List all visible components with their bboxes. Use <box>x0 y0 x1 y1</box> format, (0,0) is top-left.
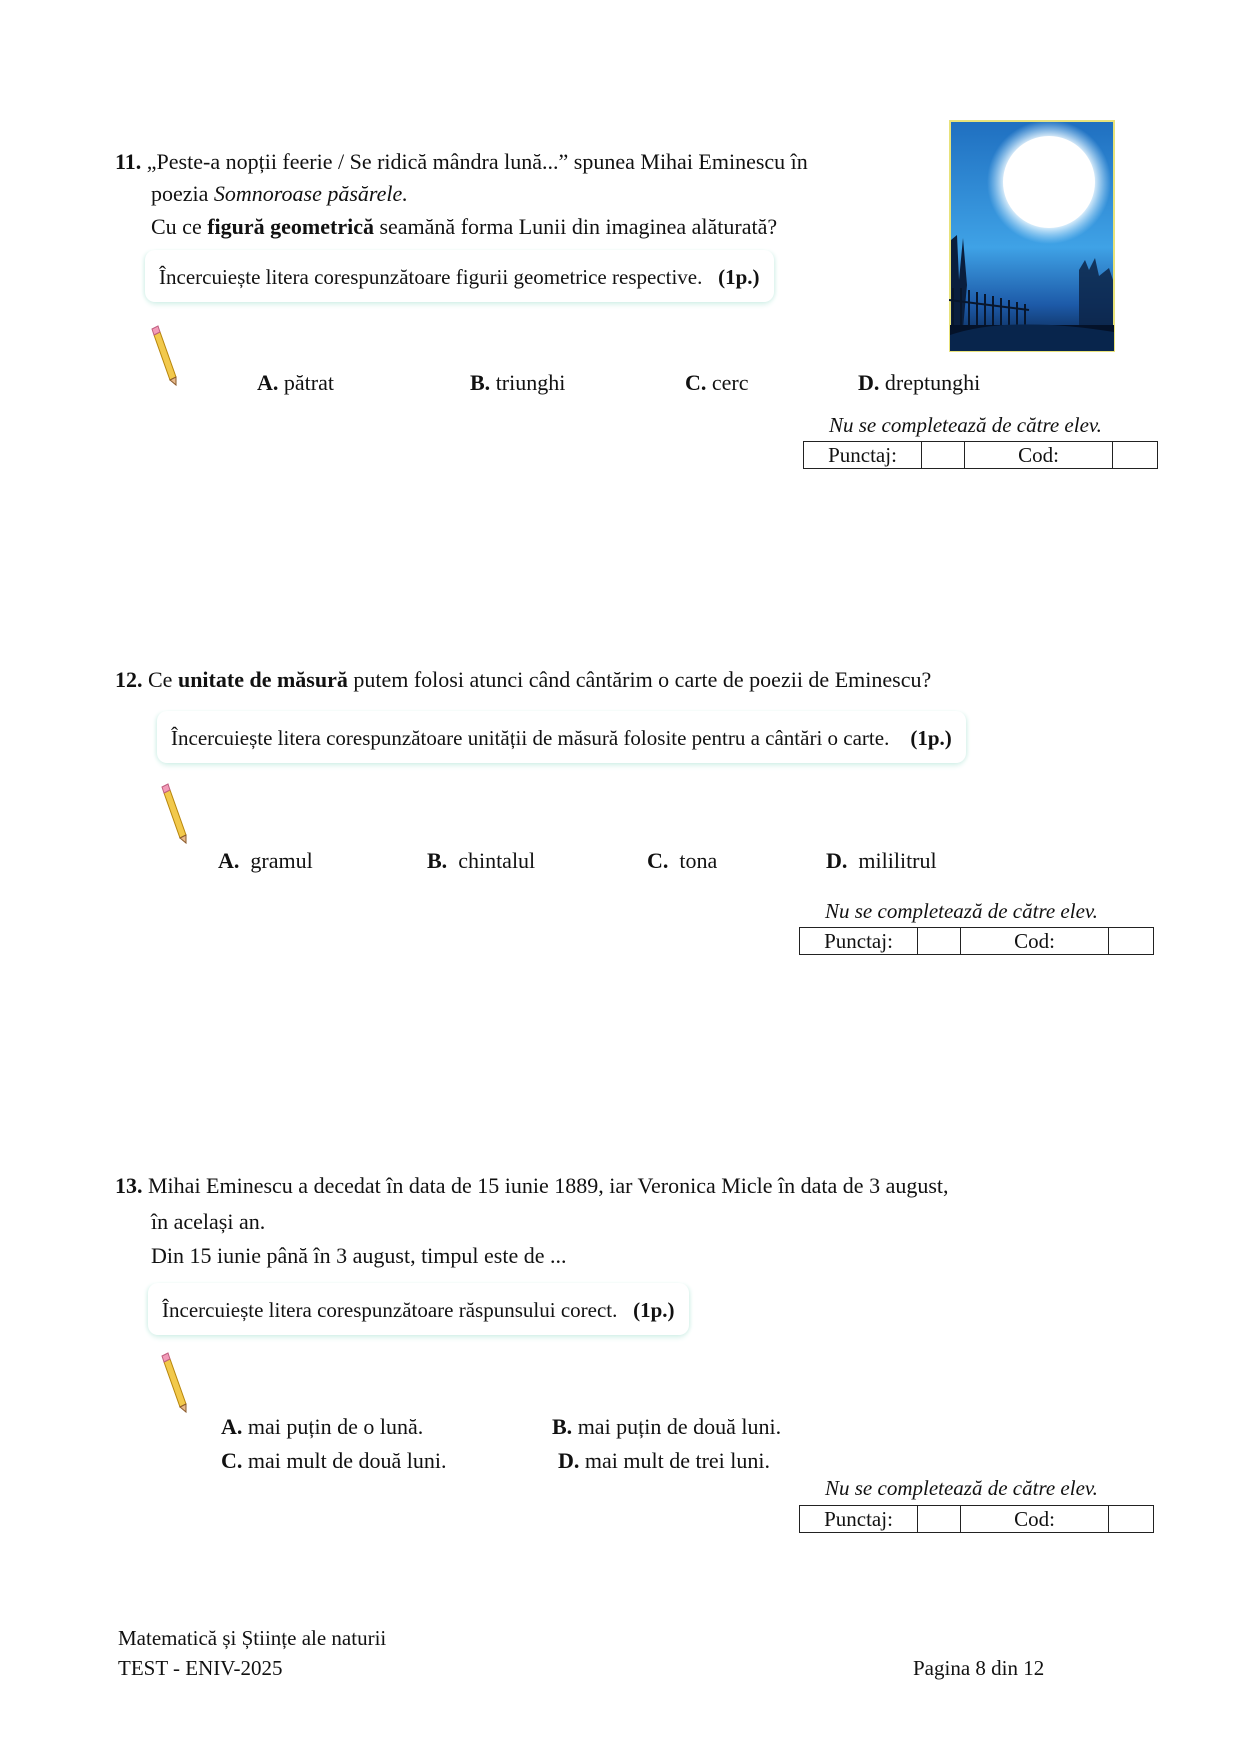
q13-number: 13. <box>115 1173 143 1198</box>
q11-option-c[interactable]: C. cerc <box>685 370 749 395</box>
pencil-icon <box>146 325 182 387</box>
q12-option-c[interactable]: C. tona <box>647 848 718 873</box>
q11-line2: poezia Somnoroase păsărele. <box>151 181 408 206</box>
q13-option-a[interactable]: A. mai puțin de o lună. <box>221 1414 424 1439</box>
q13-option-d[interactable]: D. mai mult de trei luni. <box>558 1448 771 1473</box>
q11-line1: 11. „Peste-a nopții feerie / Se ridică mândra lună...” spunea Mihai Eminescu în <box>115 149 808 174</box>
q12-instruction-box <box>157 711 966 763</box>
q13-line1: 13. Mihai Eminescu a decedat în data de 15 iunie 1889, iar Veronica Micle în data de 3 august, <box>115 1173 949 1198</box>
q13-instruction: Încercuiește litera corespunzătoare răspunsului corect. <box>162 1298 618 1322</box>
punctaj-cell[interactable] <box>918 928 961 955</box>
q13-points: (1p.) <box>633 1298 675 1322</box>
cod-cell[interactable] <box>1109 928 1154 955</box>
q11-option-d[interactable]: D. dreptunghi <box>858 370 981 395</box>
moon-photo <box>949 120 1115 352</box>
q12-line1: 12. Ce unitate de măsură putem folosi atunci când cântărim o carte de poezii de Eminescu? <box>115 667 932 692</box>
q11-option-b[interactable]: B. triunghi <box>470 370 566 395</box>
footer-page-number: Pagina 8 din 12 <box>913 1656 1045 1680</box>
q11-number: 11. <box>115 149 142 174</box>
q11-instruction: Încercuiește litera corespunzătoare figurii geometrice respective. <box>159 265 703 289</box>
pencil-icon <box>156 783 192 845</box>
q11-score-table <box>803 441 1158 469</box>
q13-score-note: Nu se completează de către elev. <box>825 1476 1098 1500</box>
q13-instruction-box <box>148 1283 689 1335</box>
q12-instruction: Încercuiește litera corespunzătoare unității de măsură folosite pentru a cântări o carte. <box>171 726 890 750</box>
pencil-icon <box>156 1352 192 1414</box>
cod-cell[interactable] <box>1109 1506 1154 1533</box>
footer-subject: Matematică și Științe ale naturii <box>118 1626 387 1650</box>
q11-points: (1p.) <box>718 265 760 289</box>
cod-label: Cod: <box>961 1506 1109 1533</box>
q13-line3: Din 15 iunie până în 3 august, timpul este de ... <box>151 1243 567 1268</box>
moon-image <box>949 120 1115 352</box>
cod-label: Cod: <box>961 928 1109 955</box>
punctaj-cell[interactable] <box>918 1506 961 1533</box>
q12-points: (1p.) <box>910 726 952 750</box>
q11-instruction-box <box>145 250 774 302</box>
footer-test: TEST - ENIV-2025 <box>118 1656 283 1680</box>
q12-score-note: Nu se completează de către elev. <box>825 899 1098 923</box>
q11-option-a[interactable]: A. pătrat <box>257 370 334 395</box>
punctaj-cell[interactable] <box>922 442 965 469</box>
punctaj-label: Punctaj: <box>800 1506 918 1533</box>
q12-option-d[interactable]: D. mililitrul <box>826 848 937 873</box>
q12-score-table <box>799 927 1154 955</box>
punctaj-label: Punctaj: <box>804 442 922 469</box>
punctaj-label: Punctaj: <box>800 928 918 955</box>
q13-option-b[interactable]: B. mai puțin de două luni. <box>552 1414 782 1439</box>
q12-number: 12. <box>115 667 143 692</box>
q13-line2: în același an. <box>151 1209 266 1234</box>
q13-option-c[interactable]: C. mai mult de două luni. <box>221 1448 447 1473</box>
q12-option-b[interactable]: B. chintalul <box>427 848 536 873</box>
q11-score-note: Nu se completează de către elev. <box>829 413 1102 437</box>
q11-line3: Cu ce figură geometrică seamănă forma Lunii din imaginea alăturată? <box>151 214 778 239</box>
q12-option-a[interactable]: A. gramul <box>218 848 313 873</box>
q13-score-table <box>799 1505 1154 1533</box>
cod-cell[interactable] <box>1113 442 1158 469</box>
cod-label: Cod: <box>965 442 1113 469</box>
